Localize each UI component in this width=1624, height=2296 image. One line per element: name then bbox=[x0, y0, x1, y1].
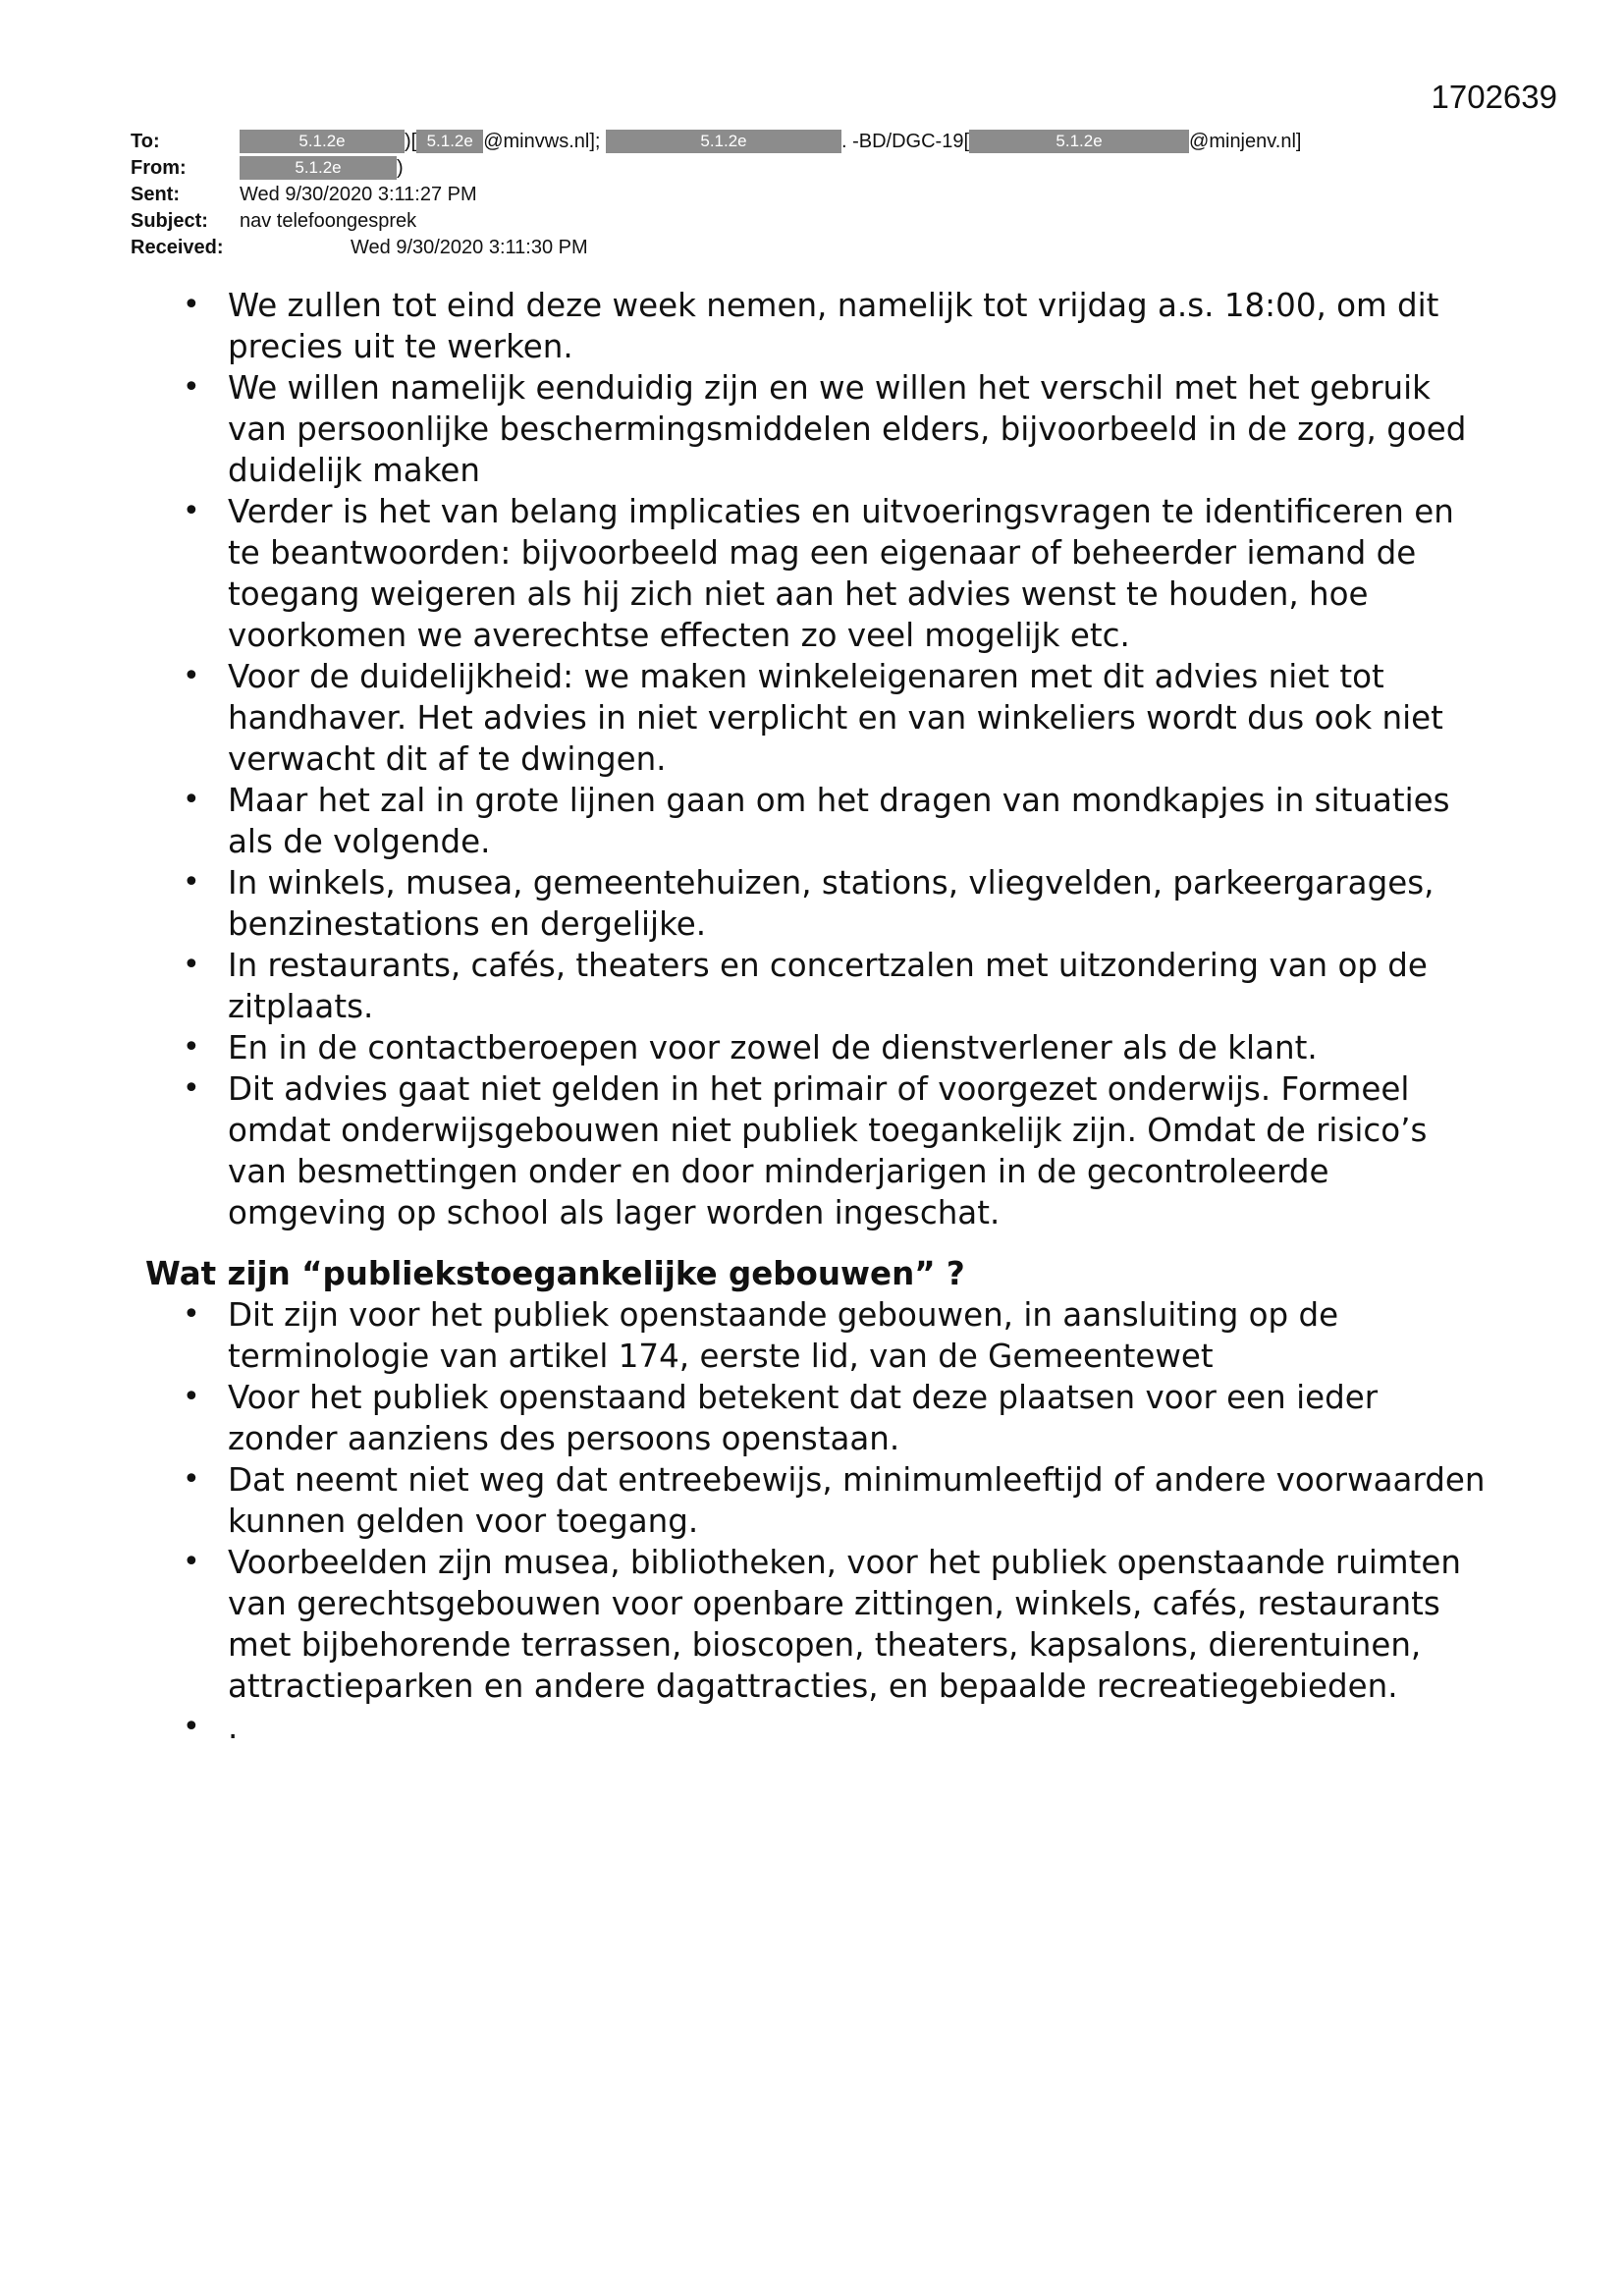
list-item bbox=[0, 1068, 1624, 1233]
from-value bbox=[240, 155, 404, 182]
bullet-list-1 bbox=[0, 285, 1624, 1233]
received-value: Wed 9/30/2020 3:11:30 PM bbox=[351, 237, 588, 258]
list-item-text: En in de contactberoepen voor zowel de dienstverlener als de klant. bbox=[228, 1029, 1318, 1066]
list-item-text: In winkels, musea, gemeentehuizen, stations, vliegvelden, parkeergarages, benzinestations en dergelijke. bbox=[228, 864, 1435, 943]
list-item bbox=[0, 1027, 1624, 1068]
bullet-marker: • bbox=[183, 783, 200, 817]
redaction-block: 5.1.2e bbox=[416, 130, 483, 153]
list-item bbox=[0, 656, 1624, 780]
bullet-marker: • bbox=[183, 948, 200, 982]
received-label: Received: bbox=[131, 237, 224, 258]
list-item-text: Verder is het van belang implicaties en uitvoeringsvragen te identificeren en te beantwoorden: bijvoorbeeld mag een eigenaar of beheerder iemand de toegang weigeren als hij zich niet aan het advies wenst te houden, hoe voorkomen we averechtse effecten zo veel mogelijk etc. bbox=[228, 493, 1454, 654]
bullet-marker: • bbox=[183, 494, 200, 528]
to-domain: @minvws.nl]; bbox=[483, 131, 601, 152]
redaction-block: 5.1.2e bbox=[606, 130, 841, 153]
redaction-block: 5.1.2e bbox=[240, 156, 397, 180]
bullet-marker: • bbox=[183, 1545, 200, 1579]
bullet-marker: • bbox=[183, 370, 200, 405]
from-label: From: bbox=[131, 157, 187, 179]
subject-value: nav telefoongesprek bbox=[240, 210, 417, 232]
bullet-marker: • bbox=[183, 1071, 200, 1106]
list-item-text: Dat neemt niet weg dat entreebewijs, minimumleeftijd of andere voorwaarden kunnen gelden voor toegang. bbox=[228, 1461, 1486, 1540]
list-item bbox=[0, 1707, 1624, 1748]
bullet-marker: • bbox=[183, 288, 200, 322]
list-item-text: In restaurants, cafés, theaters en concertzalen met uitzondering van op de zitplaats. bbox=[228, 947, 1428, 1025]
list-item-text: We zullen tot eind deze week nemen, namelijk tot vrijdag a.s. 18:00, om dit precies uit te werken. bbox=[228, 287, 1439, 365]
list-item bbox=[0, 780, 1624, 862]
to-separator: . -BD/DGC-19[ bbox=[841, 131, 970, 152]
email-body bbox=[0, 285, 1624, 1748]
list-item bbox=[0, 945, 1624, 1027]
sent-label: Sent: bbox=[131, 184, 180, 205]
list-item bbox=[0, 1542, 1624, 1707]
to-value bbox=[240, 129, 1301, 155]
to-separator: )[ bbox=[405, 131, 417, 152]
bullet-marker: • bbox=[183, 659, 200, 693]
to-domain: @minjenv.nl] bbox=[1189, 131, 1302, 152]
section-heading: Wat zijn “publiekstoegankelijke gebouwen” ? bbox=[145, 1255, 965, 1292]
list-item bbox=[0, 491, 1624, 656]
subject-label: Subject: bbox=[131, 210, 208, 232]
bullet-list-2 bbox=[0, 1294, 1624, 1748]
list-item-text: Voor de duidelijkheid: we maken winkeleigenaren met dit advies niet tot handhaver. Het advies in niet verplicht en van winkeliers wordt dus ook niet verwacht dit af te dwingen. bbox=[228, 658, 1443, 778]
redaction-block: 5.1.2e bbox=[240, 130, 405, 153]
bullet-marker: • bbox=[183, 1710, 200, 1744]
bullet-marker: • bbox=[183, 1030, 200, 1065]
list-item-text: Voorbeelden zijn musea, bibliotheken, voor het publiek openstaande ruimten van gerechtsgebouwen voor openbare zittingen, winkels, cafés, restaurants met bijbehorende terrassen, bioscopen, theaters, kapsalons, dierentuinen, attractieparken en andere dagattracties, en bepaalde recreatiegebieden. bbox=[228, 1544, 1461, 1705]
sent-value: Wed 9/30/2020 3:11:27 PM bbox=[240, 184, 477, 205]
list-item-text: Maar het zal in grote lijnen gaan om het dragen van mondkapjes in situaties als de volgende. bbox=[228, 782, 1450, 860]
list-item-text: We willen namelijk eenduidig zijn en we willen het verschil met het gebruik van persoonlijke beschermingsmiddelen elders, bijvoorbeeld in de zorg, goed duidelijk maken bbox=[228, 369, 1467, 489]
document-number: 1702639 bbox=[1431, 79, 1557, 115]
bullet-marker: • bbox=[183, 1297, 200, 1332]
list-item-text: Voor het publiek openstaand betekent dat deze plaatsen voor een ieder zonder aanziens des persoons openstaan. bbox=[228, 1379, 1379, 1457]
list-item bbox=[0, 367, 1624, 491]
from-close: ) bbox=[397, 157, 404, 179]
list-item bbox=[0, 285, 1624, 367]
list-item-text: Dit zijn voor het publiek openstaande gebouwen, in aansluiting op de terminologie van artikel 174, eerste lid, van de Gemeentewet bbox=[228, 1296, 1339, 1375]
list-item bbox=[0, 1294, 1624, 1377]
list-item bbox=[0, 1459, 1624, 1542]
bullet-marker: • bbox=[183, 865, 200, 900]
list-item bbox=[0, 862, 1624, 945]
bullet-marker: • bbox=[183, 1462, 200, 1497]
redaction-block: 5.1.2e bbox=[969, 130, 1189, 153]
to-label: To: bbox=[131, 131, 160, 152]
list-item-text: . bbox=[228, 1709, 239, 1746]
list-item-text: Dit advies gaat niet gelden in het primair of voorgezet onderwijs. Formeel omdat onderwijsgebouwen niet publiek toegankelijk zijn. Omdat de risico’s van besmettingen onder en door minderjarigen in de gecontroleerde omgeving op school als lager worden ingeschat. bbox=[228, 1070, 1428, 1231]
bullet-marker: • bbox=[183, 1380, 200, 1414]
list-item bbox=[0, 1377, 1624, 1459]
